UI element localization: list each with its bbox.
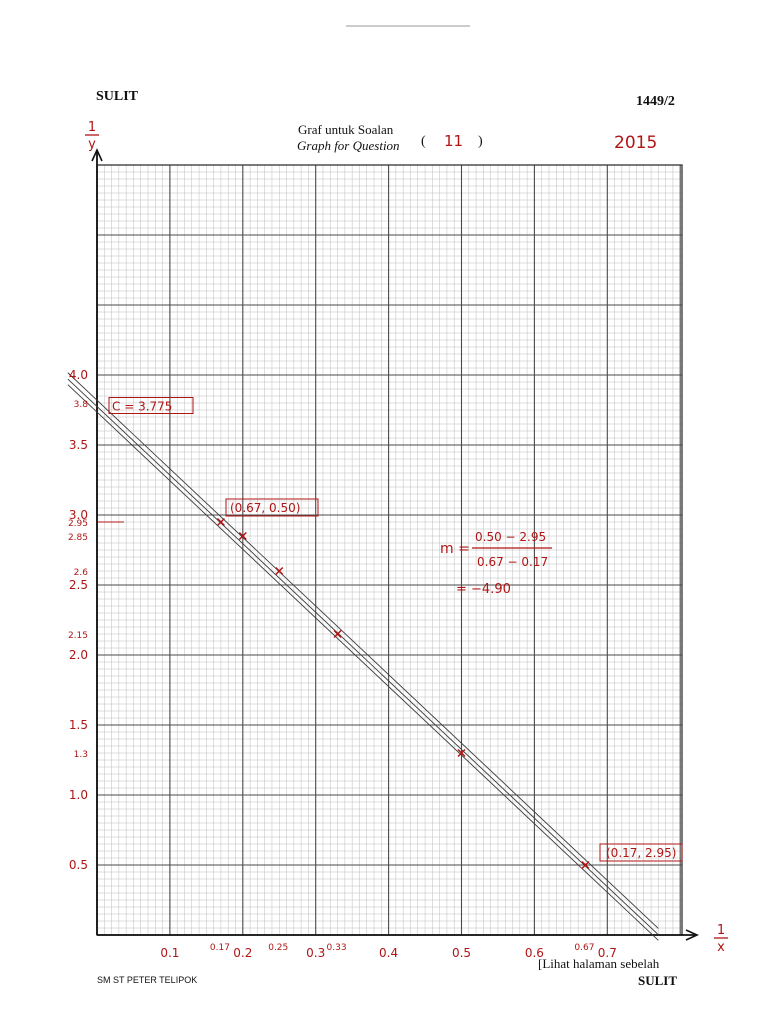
axes [85, 120, 728, 955]
y-tick-label: 3.5 [68, 438, 88, 452]
x-tick-label: 0.6 [524, 946, 544, 960]
x-tick-label: 0.5 [451, 946, 472, 960]
best-fit-line [68, 379, 658, 935]
x-mark-label: 0.33 [326, 943, 347, 953]
next-page-note: [Lihat halaman sebelah [538, 956, 660, 971]
x-tick-label: 0.4 [379, 946, 399, 960]
x-axis-label [714, 923, 728, 955]
y-tick-label: 1.0 [68, 788, 88, 802]
y-mark-label: 2.6 [73, 568, 88, 578]
y-axis-label [85, 120, 99, 152]
gradient-numerator: 0.50 − 2.95 [475, 530, 547, 544]
y-axis-label-denominator: y [88, 137, 96, 152]
x-mark-label: 0.67 [574, 943, 595, 953]
intercept-annotation: C = 3.775 [112, 399, 173, 414]
y-mark-label: 2.15 [67, 631, 88, 641]
x-axis-label-denominator: x [717, 940, 725, 955]
point-a-annotation: (0.67, 0.50) [230, 501, 301, 515]
y-tick-label: 2.5 [68, 578, 88, 592]
question-close-paren: ) [478, 134, 483, 149]
gradient-label: m = [440, 541, 470, 557]
y-tick-labels [68, 368, 88, 872]
best-fit-line-upper [68, 385, 658, 941]
y-axis-label-numerator: 1 [87, 120, 97, 135]
x-axis-label-numerator: 1 [716, 923, 726, 938]
y-tick-label: 4.0 [68, 368, 88, 382]
x-tick-label: 0.1 [160, 946, 180, 960]
y-tick-label: 3.0 [68, 508, 88, 522]
x-tick-label: 0.3 [306, 946, 326, 960]
school-name: SM ST PETER TELIPOK [97, 975, 198, 985]
y-mark-label: 3.8 [73, 400, 88, 410]
point-b-annotation: (0.17, 2.95) [606, 846, 677, 860]
y-tick-label: 0.5 [68, 858, 88, 872]
y-tick-label: 2.0 [68, 648, 88, 662]
x-mark-label: 0.25 [268, 943, 289, 953]
x-tick-label: 0.2 [233, 946, 253, 960]
footer-sulit-label: SULIT [638, 973, 678, 988]
grid-minor-lines [97, 165, 682, 935]
annotations [98, 398, 682, 862]
x-mark-label: 0.17 [209, 943, 230, 953]
graph-title-malay: Graf untuk Soalan [298, 122, 394, 137]
question-open-paren: ( [421, 134, 426, 149]
best-fit-lines [68, 373, 658, 941]
y-mark-label: 2.85 [67, 533, 88, 543]
header-sulit-label: SULIT [96, 89, 139, 104]
handwritten-year: 2015 [614, 133, 658, 153]
paper-code: 1449/2 [636, 94, 675, 109]
y-mark-label: 1.3 [73, 750, 88, 760]
y-mark-label: 2.95 [67, 519, 88, 529]
x-tick-label: 0.7 [597, 946, 617, 960]
y-tick-label: 1.5 [68, 718, 88, 732]
graph-title-english: Graph for Question [297, 138, 400, 153]
gradient-result: = −4.90 [456, 582, 511, 597]
question-number: 11 [444, 132, 464, 150]
best-fit-line-lower [68, 373, 658, 929]
gradient-denominator: 0.67 − 0.17 [477, 555, 549, 569]
